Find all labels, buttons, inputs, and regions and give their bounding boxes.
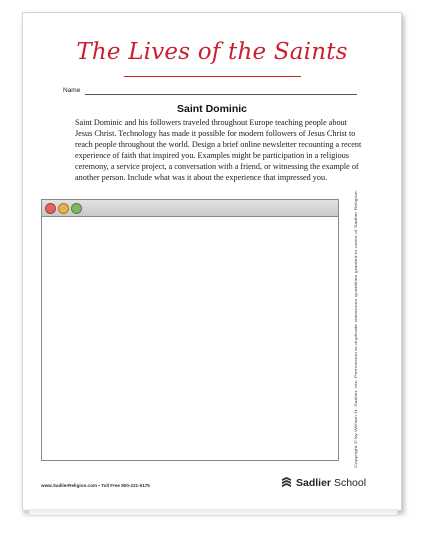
side-copyright-notice <box>352 186 360 470</box>
newsletter-window-frame <box>41 199 339 461</box>
logo-brand-bold: Sadlier <box>296 476 332 489</box>
worksheet-title: The Lives of the Saints <box>76 39 348 65</box>
title-underline <box>124 76 301 77</box>
name-label: Name <box>63 87 81 94</box>
footer-separator: • <box>98 483 100 488</box>
close-dot-icon <box>45 203 56 214</box>
activity-heading: Saint Dominic <box>176 103 247 115</box>
maximize-dot-icon <box>71 203 82 214</box>
paper-stack-edge <box>28 509 398 516</box>
footer-contact <box>41 483 150 488</box>
side-copyright-text: Copyright © by William H. Sadlier, Inc. Permission to duplicate classroom quantities granted to users of Sadlier Religion. <box>354 277 358 468</box>
name-write-line[interactable] <box>85 94 357 95</box>
sadlier-school-logo <box>280 476 366 489</box>
minimize-dot-icon <box>58 203 69 214</box>
newsletter-writing-area[interactable] <box>42 217 338 460</box>
activity-instructions: Saint Dominic and his followers traveled throughout Europe teaching people about Jesus Christ. Technology has made it possible for modern followers of Jesus Christ to reach people throughout the world. Design a brief online newsletter recounting a recent experience of faith that inspired you. Examples might be participation in a religious ceremony, a service project, a conversation with a friend, or witnessing the example of another person. Include what was it about the experience that impressed you. <box>75 118 362 182</box>
logo-text <box>296 477 366 489</box>
logo-brand-rest: School <box>333 476 367 489</box>
footer-toll-free: Toll Free 800-221-5175 <box>101 483 150 488</box>
sadlier-logo-icon <box>280 476 293 489</box>
footer-website: www.SadlierReligion.com <box>41 483 97 488</box>
window-title-bar <box>42 200 338 217</box>
